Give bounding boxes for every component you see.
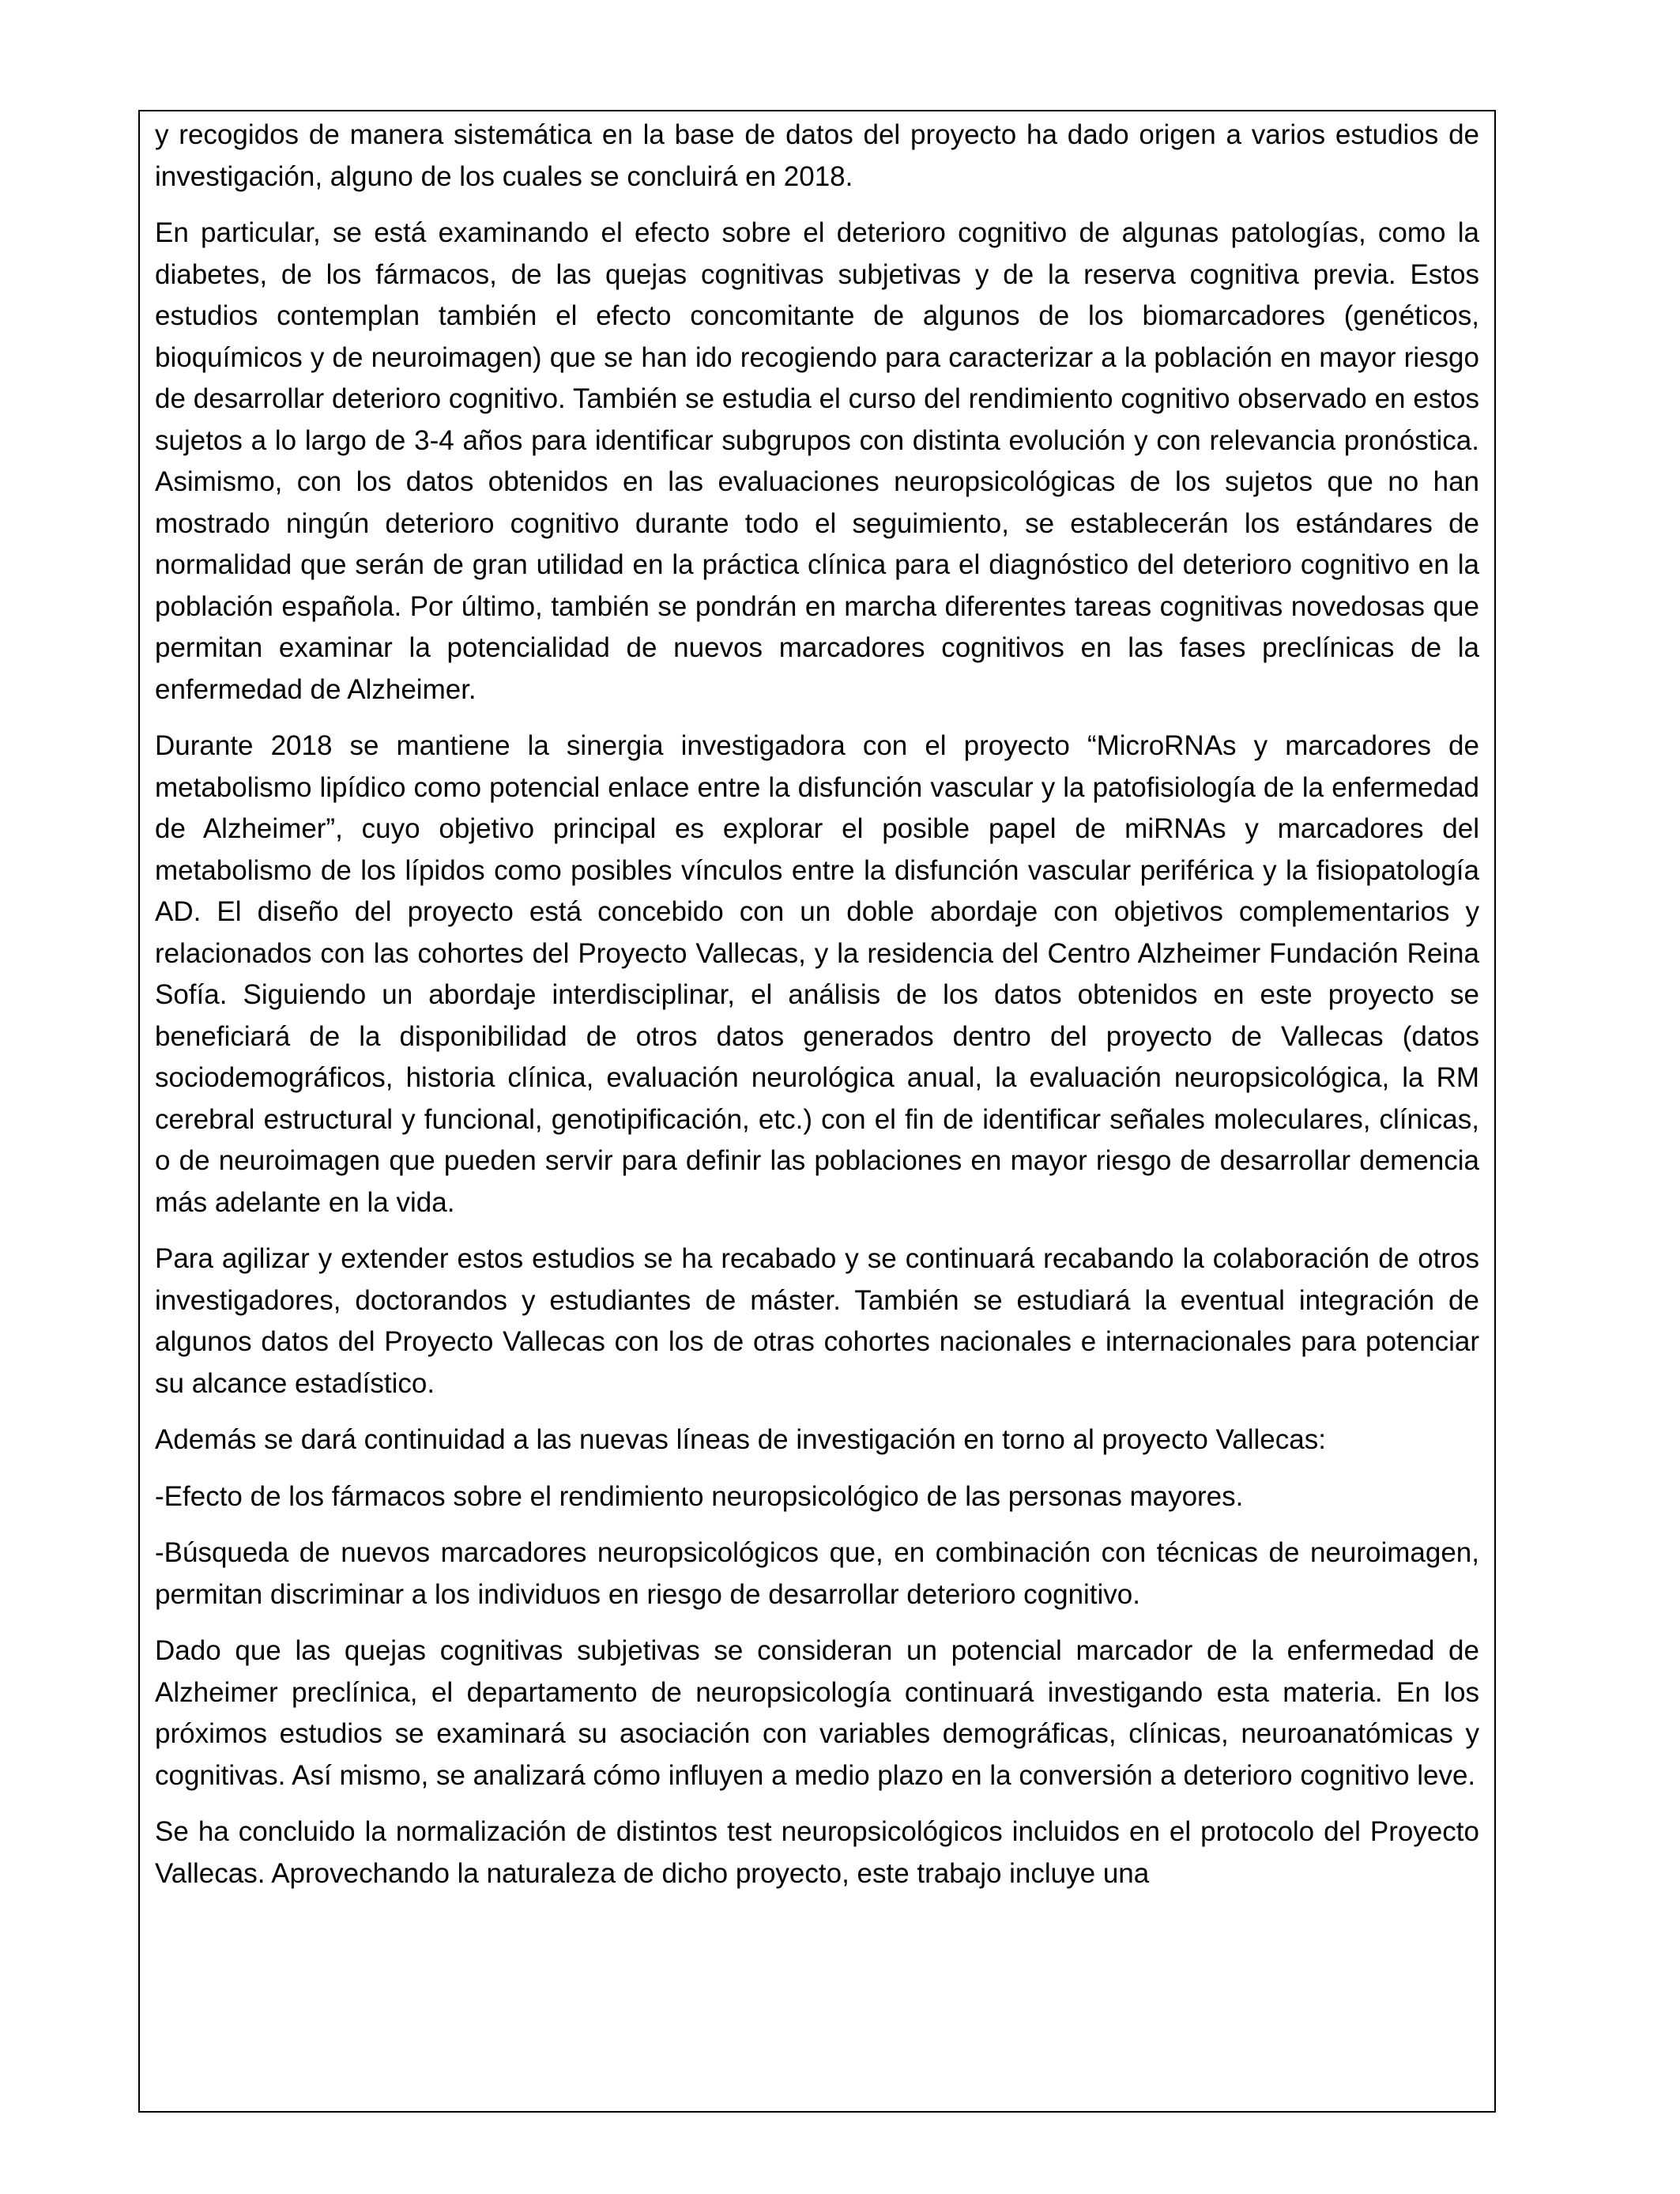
text-frame: [138, 110, 1496, 2113]
list-item-markers: -Búsqueda de nuevos marcadores neuropsicológicos que, en combinación con técnicas de neuroimagen, permitan discriminar a los individuos en riesgo de desarrollar deterioro cognitivo.: [155, 1537, 1479, 1610]
paragraph-collaboration: Para agilizar y extender estos estudios se ha recabado y se continuará recabando la colaboración de otros investigadores, doctorandos y estudiantes de máster. También se estudiará la eventual integración de algunos datos del Proyecto Vallecas con los de otras cohortes nacionales e internacionales para potenciar su alcance estadístico.: [155, 1243, 1479, 1399]
paragraph-normalization: Se ha concluido la normalización de distintos test neuropsicológicos incluidos en el protocolo del Proyecto Vallecas. Aprovechando la naturaleza de dicho proyecto, este trabajo incluye una: [155, 1816, 1479, 1889]
paragraph-complaints: Dado que las quejas cognitivas subjetivas se consideran un potencial marcador de la enfermedad de Alzheimer preclínica, el departamento de neuropsicología continuará investigando esta materia. En los próximos estudios se examinará su asociación con variables demográficas, clínicas, neuroanatómicas y cognitivas. Así mismo, se analizará cómo influyen a medio plazo en la conversión a deterioro cognitivo leve.: [155, 1635, 1479, 1791]
paragraph-studies: En particular, se está examinando el efecto sobre el deterioro cognitivo de algunas patologías, como la diabetes, de los fármacos, de las quejas cognitivas subjetivas y de la reserva cognitiva previa. Estos estudios contemplan también el efecto concomitante de algunos de los biomarcadores (genéticos, bioquímicos y de neuroimagen) que se han ido recogiendo para caracterizar a la población en mayor riesgo de desarrollar deterioro cognitivo. También se estudia el curso del rendimiento cognitivo observado en estos sujetos a lo largo de 3-4 años para identificar subgrupos con distinta evolución y con relevancia pronóstica. Asimismo, con los datos obtenidos en las evaluaciones neuropsicológicas de los sujetos que no han mostrado ningún deterioro cognitivo durante todo el seguimiento, se establecerán los estándares de normalidad que serán de gran utilidad en la práctica clínica para el diagnóstico del deterioro cognitivo en la población española. Por último, también se pondrán en marcha diferentes tareas cognitivas novedosas que permitan examinar la potencialidad de nuevos marcadores cognitivos en las fases preclínicas de la enfermedad de Alzheimer.: [155, 217, 1479, 705]
paragraph-continuation: y recogidos de manera sistemática en la base de datos del proyecto ha dado origen a varios estudios de investigación, alguno de los cuales se concluirá en 2018.: [155, 119, 1479, 192]
paragraph-micrornas: Durante 2018 se mantiene la sinergia investigadora con el proyecto “MicroRNAs y marcadores de metabolismo lipídico como potencial enlace entre la disfunción vascular y la patofisiología de la enfermedad de Alzheimer”, cuyo objetivo principal es explorar el posible papel de miRNAs y marcadores del metabolismo de los lípidos como posibles vínculos entre la disfunción vascular periférica y la fisiopatología AD. El diseño del proyecto está concebido con un doble abordaje con objetivos complementarios y relacionados con las cohortes del Proyecto Vallecas, y la residencia del Centro Alzheimer Fundación Reina Sofía. Siguiendo un abordaje interdisciplinar, el análisis de los datos obtenidos en este proyecto se beneficiará de la disponibilidad de otros datos generados dentro del proyecto de Vallecas (datos sociodemográficos, historia clínica, evaluación neurológica anual, la evaluación neuropsicológica, la RM cerebral estructural y funcional, genotipificación, etc.) con el fin de identificar señales moleculares, clínicas, o de neuroimagen que pueden servir para definir las poblaciones en mayor riesgo de desarrollar demencia más adelante en la vida.: [155, 730, 1479, 1218]
paragraph-new-lines: Además se dará continuidad a las nuevas líneas de investigación en torno al proyecto Vallecas:: [155, 1424, 1326, 1455]
list-item-drugs: -Efecto de los fármacos sobre el rendimiento neuropsicológico de las personas mayores.: [155, 1480, 1244, 1512]
